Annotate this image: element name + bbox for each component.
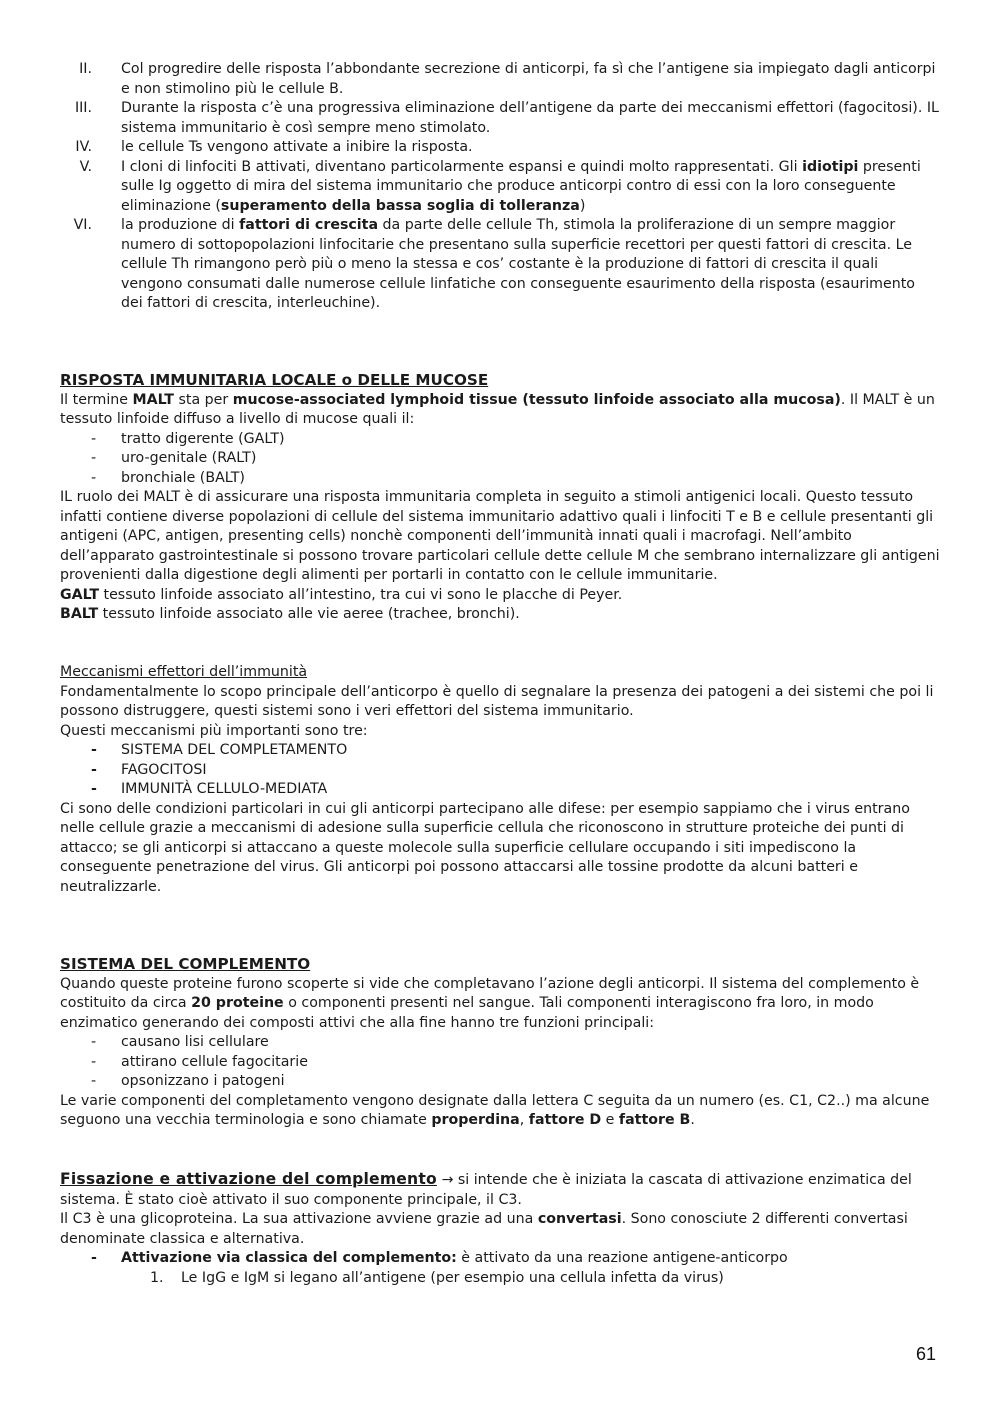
paragraph: Fondamentalmente lo scopo principale dell’anticorpo è quello di segnalare la presenza dei patogeni a dei sistemi che poi li possono distruggere, questi sistemi sono i veri effettori del sistema immunitario. (60, 683, 934, 719)
paragraph: Le varie componenti del completamento vengono designate dalla lettera C seguita da un numero (es. C1, C2..) ma alcune seguono una vecchia terminologia e sono chiamate properdina, fattore D e fattore B. (60, 1092, 930, 1128)
fissazione-section (60, 1170, 940, 1288)
list-item: - IMMUNITÀ CELLULO-MEDIATA (91, 781, 328, 797)
list-number: IV. (75, 139, 92, 155)
list-item-text: bronchiale (BALT) (121, 469, 245, 486)
list-item-text: Le IgG e IgM si legano all’antigene (per esempio una cellula infetta da virus) (181, 1269, 724, 1286)
paragraph: Il termine MALT sta per mucose-associated lymphoid tissue (tessuto linfoide associato alla mucosa). Il MALT è un tessuto linfoide diffuso a livello di mucose quali il: (60, 391, 935, 427)
list-item-text: Col progredire delle risposta l’abbondante secrezione di anticorpi, fa sì che l’antigene sia impiegato dagli anticorpi e non stimolino più le cellule B. (121, 61, 936, 97)
paragraph: Questi meccanismi più importanti sono tre: (60, 722, 368, 739)
list-item: - SISTEMA DEL COMPLETAMENTO (91, 742, 348, 758)
list-item: - opsonizzano i patogeni (91, 1073, 285, 1089)
list-item-text: la produzione di fattori di crescita da parte delle cellule Th, stimola la proliferazione di un sempre maggior numero di sottopopolazioni linfocitarie che presentano sulla superficie recettori per questi fattori di crescita. Le cellule Th rimangono però più o meno la stessa e cos’ costante è la produzione di fattori di crescita il quali vengono consumati dalle numerose cellule linfatiche con conseguente esaurimento della risposta (esaurimento dei fattori di crescita, interleuchine). (121, 217, 915, 311)
list-item (60, 99, 940, 138)
list-number: III. (74, 100, 92, 116)
list-item-text: FAGOCITOSI (121, 761, 207, 778)
paragraph: Quando queste proteine furono scoperte si vide che completavano l’azione degli anticorpi. Il sistema del complemento è costituito da circa 20 proteine o componenti presenti nel sangue. Tali componenti interagiscono fra loro, in modo enzimatico generando dei composti attivi che alla fine hanno tre funzioni principali: (60, 975, 920, 1031)
list-item: - FAGOCITOSI (91, 761, 207, 778)
list-item-text: attirano cellule fagocitarie (121, 1053, 308, 1070)
list-item-text: I cloni di linfociti B attivati, diventano particolarmente espansi e quindi molto rappresentati. Gli idiotipi presenti sulle Ig oggetto di mira del sistema immunitario che produce anticorpi contro di essi con la loro conseguente eliminazione (superamento della bassa soglia di tolleranza) (121, 158, 921, 214)
list-number: VI. (73, 217, 92, 233)
list-item: - Attivazione via classica del complemento: è attivato da una reazione antigene-anticorpo (91, 1250, 788, 1266)
list-item-text: Durante la risposta c’è una progressiva eliminazione dell’antigene da parte dei meccanismi effettori (fagocitosi). IL sistema immunitario è così sempre meno stimolato. (121, 100, 939, 136)
paragraph: BALT tessuto linfoide associato alle vie aeree (trachee, bronchi). (60, 606, 520, 622)
paragraph-text: → si intende che è iniziata la cascata di attivazione enzimatica del sistema. È stato cioè attivato il suo componente principale, il C3. (60, 1172, 912, 1208)
effettori-section (60, 663, 940, 897)
list-item: - tratto digerente (GALT) (91, 430, 285, 447)
list-item-text: uro-genitale (RALT) (121, 450, 257, 466)
malt-section (60, 371, 940, 625)
list-item (60, 60, 940, 99)
list-item: - bronchiale (BALT) (91, 469, 245, 486)
list-item-text: causano lisi cellulare (121, 1034, 269, 1050)
list-item (60, 216, 940, 314)
complemento-section (60, 955, 940, 1131)
list-item-text: Attivazione via classica del complemento: è attivato da una reazione antigene-anticorpo (121, 1250, 788, 1266)
subsection-heading: Meccanismi effettori dell’immunità (60, 664, 308, 680)
list-item-text: SISTEMA DEL COMPLETAMENTO (121, 742, 348, 758)
list-item-text: le cellule Ts vengono attivate a inibire la risposta. (121, 139, 473, 155)
section-heading: SISTEMA DEL COMPLEMENTO (60, 955, 311, 973)
list-item: - attirano cellule fagocitarie (91, 1053, 308, 1070)
page-number: 61 (916, 1344, 937, 1364)
list-item (60, 1269, 940, 1289)
list-number: 1. (150, 1269, 164, 1286)
list-number: II. (79, 61, 92, 77)
list-number: V. (79, 158, 92, 175)
list-item-text: tratto digerente (GALT) (121, 430, 285, 447)
paragraph: Ci sono delle condizioni particolari in cui gli anticorpi partecipano alle difese: per esempio sappiamo che i virus entrano nelle cellule grazie a meccanismi di adesione sulla superficie cellula che riconoscono in strutture proteiche dei punti di attacco; se gli anticorpi si attaccano a queste molecole sulla superficie cellulare occupando i siti impediscono la conseguente penetrazione del virus. Gli anticorpi poi possono attaccarsi alle tossine prodotte da alcuni batteri e neutralizzarle. (60, 800, 910, 895)
list-item (60, 158, 940, 217)
roman-list (60, 60, 940, 314)
list-item (60, 138, 940, 158)
list-item-text: opsonizzano i patogeni (121, 1073, 285, 1089)
section-heading: RISPOSTA IMMUNITARIA LOCALE o DELLE MUCOSE (60, 371, 489, 389)
list-item-text: IMMUNITÀ CELLULO-MEDIATA (121, 781, 328, 797)
paragraph: Il C3 è una glicoproteina. La sua attivazione avviene grazie ad una convertasi. Sono conosciute 2 differenti convertasi denominate classica e alternativa. (60, 1211, 908, 1247)
paragraph: IL ruolo dei MALT è di assicurare una risposta immunitaria completa in seguito a stimoli antigenici locali. Questo tessuto infatti contiene diverse popolazioni di cellule del sistema immunitario adattivo quali i linfociti T e B e cellule presentanti gli antigeni (APC, antigen, presenting cells) nonchè componenti dell’immunità innati quali i macrofagi. Nell’ambito dell’apparato gastrointestinale si possono trovare particolari cellule dette cellule M che sembrano internalizzare gli antigeni provenienti dalla digestione degli alimenti per portarli in contatto con le cellule immunitarie. (60, 489, 940, 583)
list-item: - causano lisi cellulare (91, 1034, 269, 1050)
list-item: - uro-genitale (RALT) (91, 450, 257, 466)
subsection-heading: Fissazione e attivazione del complemento (60, 1170, 437, 1188)
paragraph (60, 1170, 940, 1210)
paragraph: GALT tessuto linfoide associato all’intestino, tra cui vi sono le placche di Peyer. (60, 586, 623, 603)
